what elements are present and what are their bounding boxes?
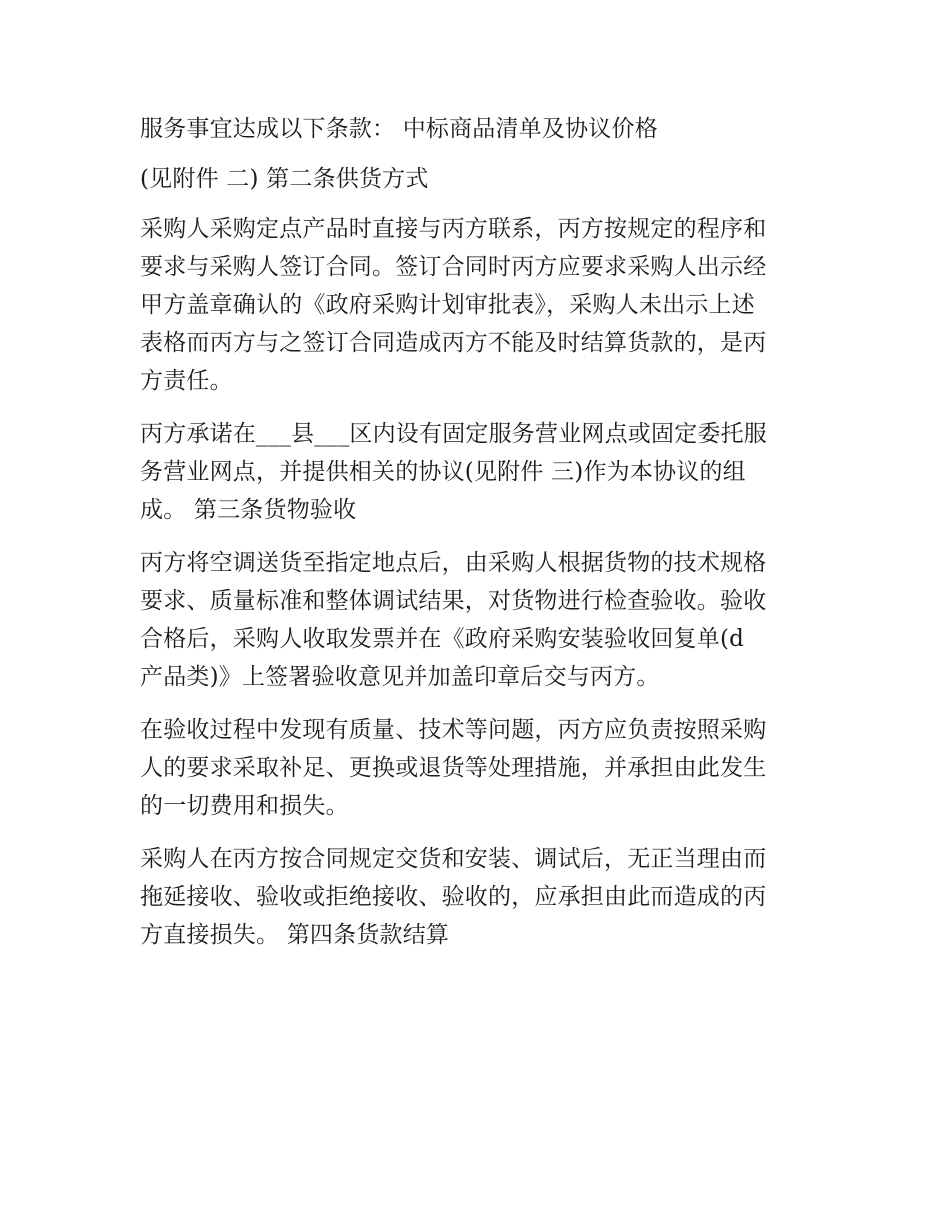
paragraph	[140, 711, 830, 825]
text-line: 丙方将空调送货至指定地点后，由采购人根据货物的技术规格	[140, 550, 767, 576]
text-line: 在验收过程中发现有质量、技术等问题，丙方应负责按照采购	[140, 717, 767, 743]
text-line: 成。 第三条货物验收	[140, 497, 357, 523]
text-line: 方责任。	[140, 368, 233, 394]
text-line: 拖延接收、验收或拒绝接收、验收的，应承担由此而造成的丙	[140, 884, 767, 910]
paragraph	[140, 110, 830, 145]
text-line: (见附件 二) 第二条供货方式	[140, 166, 429, 192]
text-line: 要求与采购人签订合同。签订合同时丙方应要求采购人出示经	[140, 254, 767, 280]
paragraph	[140, 210, 830, 400]
text-line: 要求、质量标准和整体调试结果，对货物进行检查验收。验收	[140, 588, 767, 614]
paragraph	[140, 415, 830, 529]
text-line: 服务事宜达成以下条款： 中标商品清单及协议价格	[140, 116, 658, 142]
text-line: 方直接损失。 第四条货款结算	[140, 922, 450, 948]
text-line: 丙方承诺在___县___区内设有固定服务营业网点或固定委托服	[140, 421, 767, 447]
text-line: 产品类)》上签署验收意见并加盖印章后交与丙方。	[140, 664, 660, 690]
text-line: 务营业网点，并提供相关的协议(见附件 三)作为本协议的组	[140, 459, 746, 485]
document-body	[140, 110, 830, 969]
text-line: 的一切费用和损失。	[140, 793, 349, 819]
paragraph	[140, 160, 830, 195]
text-line: 合格后，采购人收取发票并在《政府采购安装验收回复单(d	[140, 626, 745, 652]
text-line: 表格而丙方与之签订合同造成丙方不能及时结算货款的，是丙	[140, 330, 767, 356]
text-line: 人的要求采取补足、更换或退货等处理措施，并承担由此发生	[140, 755, 767, 781]
text-line: 采购人在丙方按合同规定交货和安装、调试后，无正当理由而	[140, 846, 767, 872]
paragraph	[140, 840, 830, 954]
text-line: 采购人采购定点产品时直接与丙方联系，丙方按规定的程序和	[140, 216, 767, 242]
paragraph	[140, 544, 830, 696]
text-line: 甲方盖章确认的《政府采购计划审批表》，采购人未出示上述	[140, 292, 755, 318]
